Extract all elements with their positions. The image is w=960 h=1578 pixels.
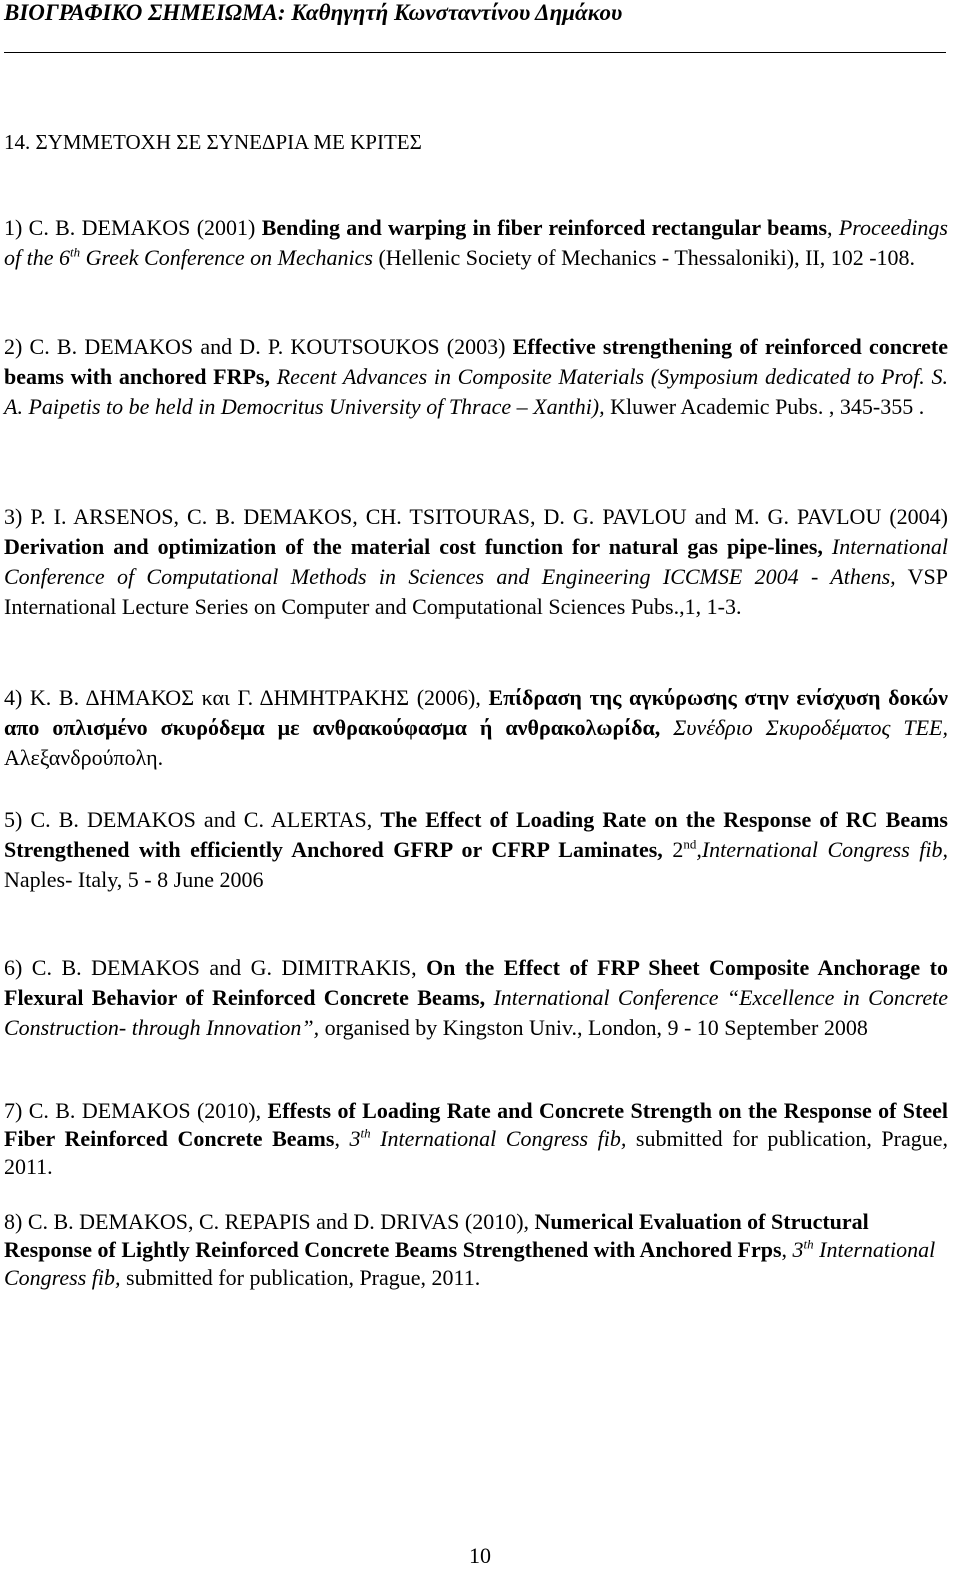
entry-details: submitted for publication, Prague, 2011.	[120, 1265, 481, 1290]
entry-venue: 3	[349, 1126, 361, 1151]
publication-entry-1: 1) C. B. DEMAKOS (2001) Bending and warping in fiber reinforced rectangular beams, Proceedings of the 6th Greek Conference on Mechanics (Hellenic Society of Mechanics - Thessaloniki), II, 102 -108.	[4, 215, 948, 270]
publication-entry-7: 7) C. B. DEMAKOS (2010), Effests of Loading Rate and Concrete Strength on the Response of Steel Fiber Reinforced Concrete Beams, 3th International Congress fib, submitted for publication, Prague, 2011.	[4, 1098, 949, 1179]
entry-details: Kluwer Academic Pubs. , 345-355 .	[604, 394, 925, 419]
entry-title: Derivation and optimization of the material cost function for natural gas pipe-lines,	[4, 534, 823, 559]
publication-entry-5: 5) C. B. DEMAKOS and C. ALERTAS, The Effect of Loading Rate on the Response of RC Beams Strengthened with efficiently Anchored GFRP or CFRP Laminates, 2nd,International Congress fib, Naples- Italy, 5 - 8 June 2006	[4, 807, 949, 892]
entry-title: Bending and warping in fiber reinforced rectangular beams	[261, 215, 828, 240]
publication-entry-8: 8) C. B. DEMAKOS, C. REPAPIS and D. DRIVAS (2010), Numerical Evaluation of Structural Response of Lightly Reinforced Concrete Beams Strengthened with Anchored Frps, 3th International Congress fib, submitted for publication, Prague, 2011.	[4, 1209, 936, 1290]
entry-authors: 6) C. B. DEMAKOS and G. DIMITRAKIS,	[4, 955, 427, 980]
entry-authors: 7) C. B. DEMAKOS (2010),	[4, 1098, 268, 1123]
entry-title: Effests of Loading Rate and Concrete Strength on the Response of Steel Fiber Reinforced Concrete Beams	[4, 1098, 948, 1151]
entry-authors: 8) C. B. DEMAKOS, C. REPAPIS and D. DRIVAS (2010),	[4, 1209, 535, 1234]
entry-authors: 2) C. B. DEMAKOS and D. P. KOUTSOUKOS (2003)	[4, 334, 513, 359]
entry-venue: ,International Congress fib,	[696, 837, 949, 862]
entry-venue: Proceedings of the 6	[4, 215, 948, 270]
entry-details: Αλεξανδρούπολη.	[4, 745, 164, 770]
entry-title: Numerical Evaluation of Structural Response of Lightly Reinforced Concrete Beams Strengthened with Anchored Frps	[4, 1209, 869, 1262]
section-title: 14. ΣΥΜΜΕΤΟΧΗ ΣΕ ΣΥΝΕΔΡΙΑ ΜΕ ΚΡΙΤΕΣ	[4, 130, 422, 154]
entry-details: submitted for publication, Prague, 2011.	[4, 1126, 949, 1179]
entry-title: On the Effect of FRP Sheet Composite Anchorage to Flexural Behavior of Reinforced Concrete Beams,	[4, 955, 948, 1010]
entry-venue: Recent Advances in Composite Materials (Symposium dedicated to Prof. S. A. Paipetis to be held in Democritus University of Thrace – Xanthi),	[4, 364, 948, 419]
entry-authors: 4) Κ. Β. ΔΗΜΑΚΟΣ και Γ. ΔΗΜΗΤΡΑΚΗΣ (2006),	[4, 685, 489, 710]
entry-authors: 1) C. B. DEMAKOS (2001)	[4, 215, 262, 240]
entry-title: The Effect of Loading Rate on the Response of RC Beams Strengthened with efficiently Anchored GFRP or CFRP Laminates,	[4, 807, 948, 862]
entry-title: Effective strengthening of reinforced concrete beams with anchored FRPs,	[4, 334, 949, 389]
entry-authors: 5) C. B. DEMAKOS and C. ALERTAS,	[4, 807, 381, 832]
entry-venue: 3	[792, 1237, 804, 1262]
header-divider	[4, 52, 946, 53]
entry-venue: International Conference of Computational Methods in Sciences and Engineering ICCMSE 2004 - Athens,	[4, 534, 949, 589]
page-number: 10	[469, 1543, 491, 1568]
entry-details: Naples- Italy, 5 - 8 June 2006	[4, 867, 264, 892]
publication-entry-3	[4, 502, 948, 622]
entry-authors: 3) P. I. ARSENOS, C. B. DEMAKOS, CH. TSITOURAS, D. G. PAVLOU and M. G. PAVLOU (2004)	[4, 504, 948, 529]
entry-title: Επίδραση της αγκύρωσης στην ενίσχυση δοκών απο οπλισμένο σκυρόδεμα με ανθρακούφασμα ή ανθρακολωρίδα,	[4, 685, 948, 740]
entry-venue: Συνέδριο Σκυροδέματος ΤΕΕ,	[673, 715, 948, 740]
entry-details: VSP International Lecture Series on Computer and Computational Sciences Pubs.,1, 1-3.	[4, 564, 948, 619]
entry-details: organised by Kingston Univ., London, 9 - 10 September 2008	[319, 1015, 868, 1040]
publication-entry-4	[4, 683, 948, 773]
entry-venue: International Conference “Excellence in Concrete Construction- through Innovation”,	[4, 985, 948, 1040]
publication-entry-2	[4, 332, 948, 422]
publication-entry-6	[4, 953, 948, 1043]
entry-details: (Hellenic Society of Mechanics - Thessaloniki), II, 102 -108.	[372, 245, 916, 270]
page-header: ΒΙΟΓΡΑΦΙΚΟ ΣΗΜΕΙΩΜΑ: Καθηγητή Κωνσταντίνου Δημάκου	[4, 0, 623, 25]
